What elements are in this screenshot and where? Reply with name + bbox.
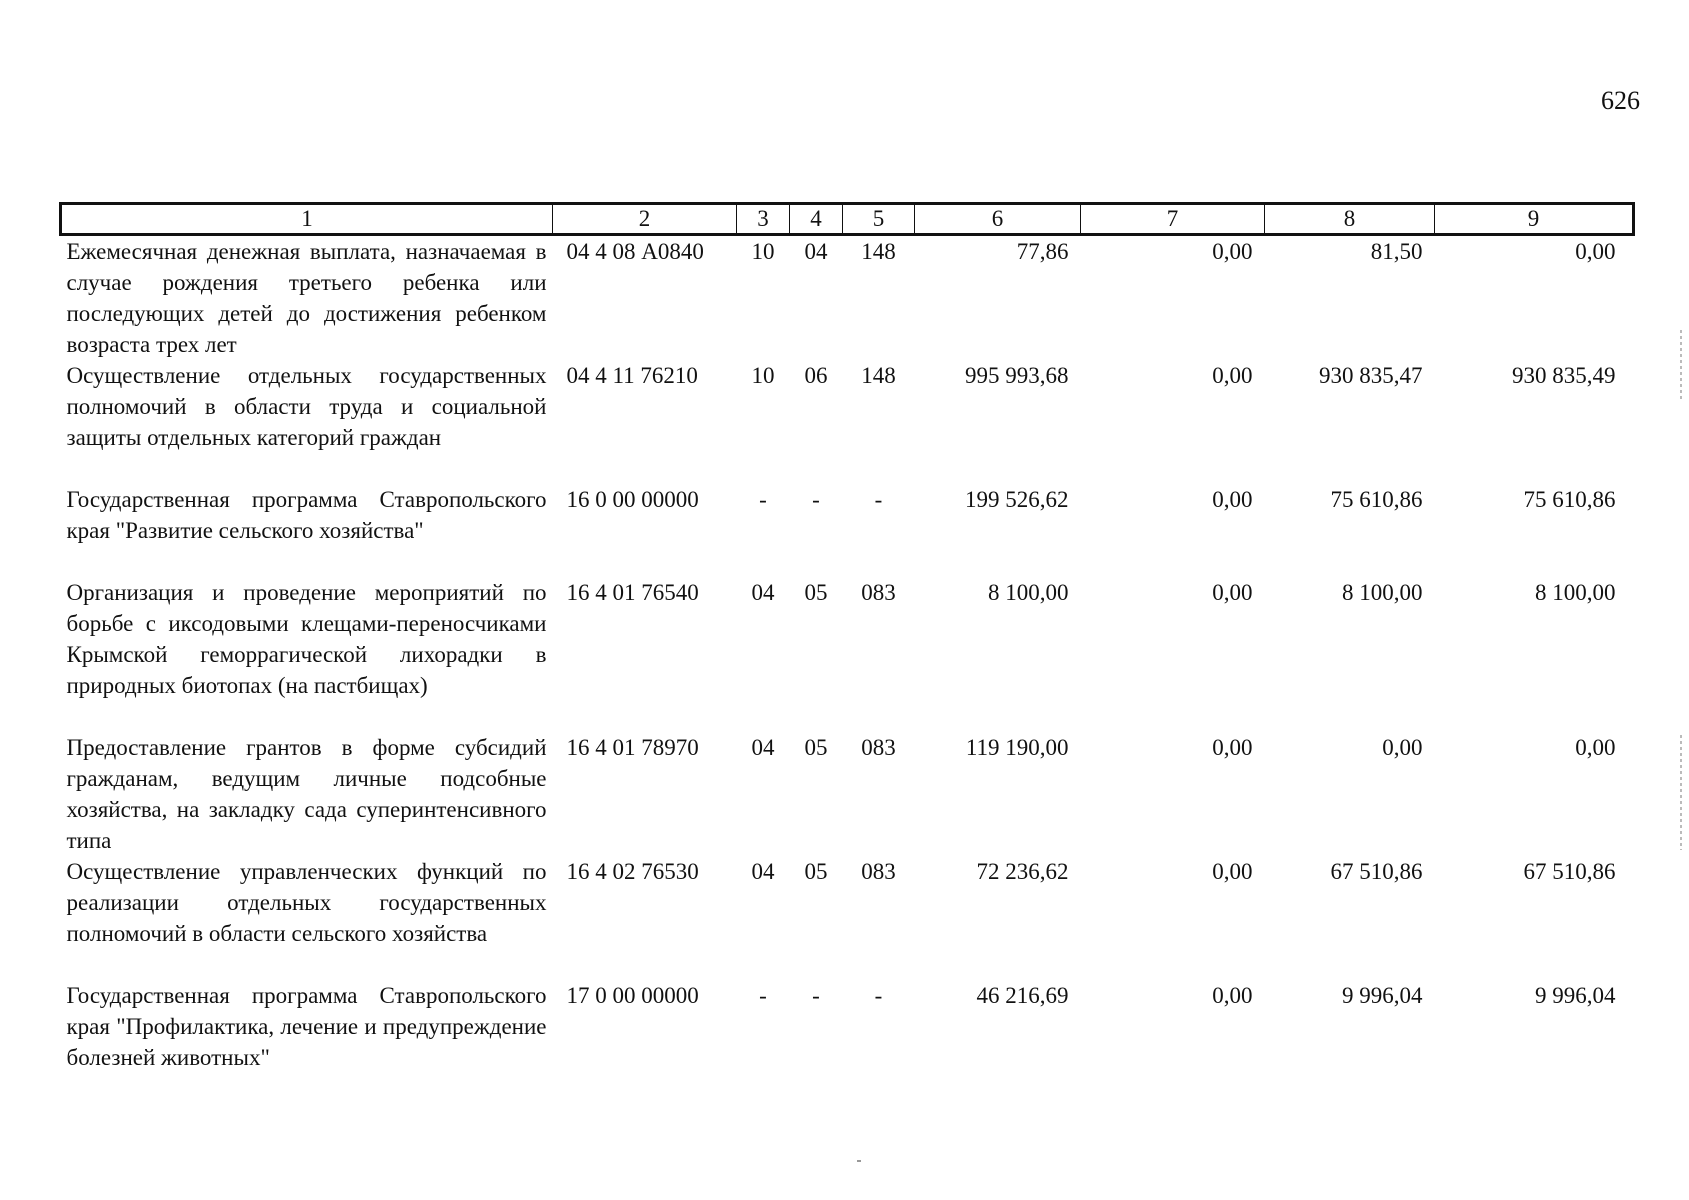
row-code: 16 4 01 76540 — [566, 580, 699, 605]
row-col-4: - — [812, 983, 820, 1008]
row-code: 16 4 01 78970 — [566, 735, 699, 760]
row-col-3: - — [759, 487, 767, 512]
row-col-3: 04 — [751, 735, 775, 760]
row-col-7: 0,00 — [1212, 983, 1253, 1008]
row-code: 04 4 08 А0840 — [566, 239, 704, 264]
header-col-6: 6 — [915, 204, 1081, 235]
row-col-3: 10 — [751, 239, 775, 264]
scan-dot-mark — [857, 1160, 861, 1162]
row-col-6: 995 993,68 — [965, 363, 1069, 388]
page-number: 626 — [1601, 86, 1640, 115]
header-col-1: 1 — [61, 204, 553, 235]
row-col-3: 04 — [751, 580, 775, 605]
row-col-9: 930 835,49 — [1512, 363, 1616, 388]
header-col-4: 4 — [790, 204, 843, 235]
row-col-4: 05 — [804, 580, 828, 605]
table-row — [61, 856, 1634, 980]
row-col-4: 06 — [804, 363, 828, 388]
row-description: Ежемесячная денежная выплата, назначаемая в случае рождения третьего ребенка или последующих детей до достижения ребенком возраста трех лет — [66, 239, 547, 357]
row-code: 16 0 00 00000 — [566, 487, 699, 512]
row-col-7: 0,00 — [1212, 487, 1253, 512]
table-row — [61, 235, 1634, 361]
table-header — [61, 204, 1634, 235]
row-col-8: 8 100,00 — [1342, 580, 1423, 605]
row-col-8: 9 996,04 — [1342, 983, 1423, 1008]
row-col-5: - — [874, 487, 883, 512]
row-col-7: 0,00 — [1212, 735, 1253, 760]
row-col-9: 67 510,86 — [1523, 859, 1616, 884]
row-col-5: 083 — [861, 735, 896, 760]
row-col-4: - — [812, 487, 820, 512]
row-col-6: 72 236,62 — [976, 859, 1069, 884]
row-col-6: 199 526,62 — [965, 487, 1069, 512]
row-col-3: 10 — [751, 363, 775, 388]
row-description: Государственная программа Ставропольского края "Профилактика, лечение и предупреждение болезней животных" — [66, 983, 547, 1070]
budget-table — [59, 202, 1635, 1073]
row-col-9: 0,00 — [1575, 735, 1616, 760]
row-col-9: 75 610,86 — [1523, 487, 1616, 512]
header-row — [61, 204, 1634, 235]
header-col-2: 2 — [553, 204, 737, 235]
row-code: 17 0 00 00000 — [566, 983, 699, 1008]
row-description: Предоставление грантов в форме субсидий гражданам, ведущим личные подсобные хозяйства, на закладку сада суперинтенсивного типа — [66, 735, 547, 853]
row-description: Осуществление управленческих функций по реализации отдельных государственных полномочий в области сельского хозяйства — [66, 859, 547, 946]
row-description: Осуществление отдельных государственных полномочий в области труда и социальной защиты отдельных категорий граждан — [66, 363, 547, 450]
row-col-6: 77,86 — [1016, 239, 1069, 264]
row-col-7: 0,00 — [1212, 239, 1253, 264]
row-col-5: 148 — [861, 363, 896, 388]
scan-margin-mark — [1680, 735, 1682, 850]
row-col-8: 75 610,86 — [1330, 487, 1423, 512]
row-col-8: 67 510,86 — [1330, 859, 1423, 884]
header-col-7: 7 — [1081, 204, 1265, 235]
row-col-9: 9 996,04 — [1535, 983, 1616, 1008]
row-description: Организация и проведение мероприятий по борьбе с иксодовыми клещами-переносчиками Крымской геморрагической лихорадки в природных биотопах (на пастбищах) — [66, 580, 547, 698]
row-col-6: 8 100,00 — [988, 580, 1069, 605]
header-col-9: 9 — [1435, 204, 1634, 235]
header-col-3: 3 — [737, 204, 790, 235]
table-row — [61, 360, 1634, 484]
row-description: Государственная программа Ставропольского края "Развитие сельского хозяйства" — [66, 487, 547, 543]
scan-margin-mark — [1680, 330, 1682, 400]
row-col-5: 148 — [861, 239, 896, 264]
row-col-9: 8 100,00 — [1535, 580, 1616, 605]
table-row — [61, 484, 1634, 577]
row-col-8: 930 835,47 — [1319, 363, 1423, 388]
row-col-5: - — [874, 983, 883, 1008]
budget-table-container — [59, 202, 1632, 1073]
row-col-5: 083 — [861, 859, 896, 884]
row-col-9: 0,00 — [1575, 239, 1616, 264]
table-body — [61, 235, 1634, 1074]
row-col-7: 0,00 — [1212, 363, 1253, 388]
header-col-5: 5 — [843, 204, 915, 235]
row-col-3: - — [759, 983, 767, 1008]
row-col-4: 05 — [804, 859, 828, 884]
table-row — [61, 577, 1634, 732]
row-col-7: 0,00 — [1212, 859, 1253, 884]
row-col-8: 0,00 — [1382, 735, 1423, 760]
row-col-5: 083 — [861, 580, 896, 605]
row-col-4: 04 — [804, 239, 828, 264]
row-col-7: 0,00 — [1212, 580, 1253, 605]
row-col-6: 46 216,69 — [976, 983, 1069, 1008]
header-col-8: 8 — [1265, 204, 1435, 235]
table-row — [61, 732, 1634, 856]
row-col-8: 81,50 — [1370, 239, 1423, 264]
row-col-3: 04 — [751, 859, 775, 884]
row-code: 04 4 11 76210 — [566, 363, 698, 388]
row-col-6: 119 190,00 — [965, 735, 1069, 760]
table-row — [61, 980, 1634, 1073]
row-code: 16 4 02 76530 — [566, 859, 699, 884]
row-col-4: 05 — [804, 735, 828, 760]
